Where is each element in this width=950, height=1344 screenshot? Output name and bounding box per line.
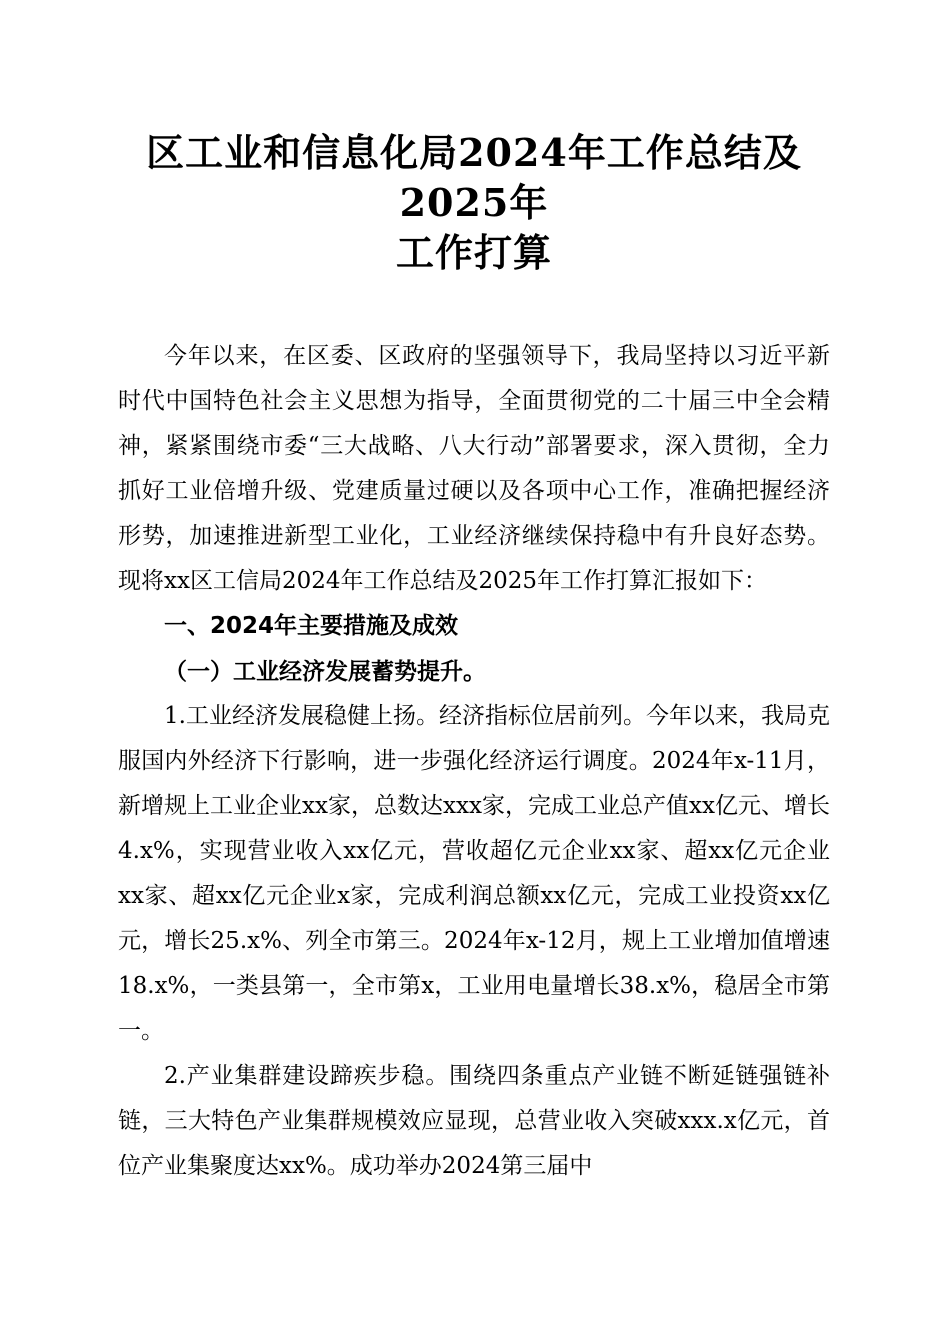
subsection-heading-1: （一）工业经济发展蓄势提升。 [164, 658, 486, 685]
intro-paragraph: 今年以来，在区委、区政府的坚强领导下，我局坚持以习近平新时代中国特色社会主义思想为指导，全面贯彻党的二十届三中全会精神，紧紧围绕市委“三大战略、八大行动”部署要求，深入贯彻，全力抓好工业倍增升级、党建质量过硬以及各项中心工作，准确把握经济形势，加速推进新型工业化，工业经济继续保持稳中有升良好态势。现将xx区工信局2024年工作总结及2025年工作打算汇报如下： [118, 343, 830, 594]
document-page [118, 128, 830, 1189]
title-line-2: 工作打算 [395, 230, 552, 275]
paragraph-item-1: 1.工业经济发展稳健上扬。经济指标位居前列。今年以来，我局克服国内外经济下行影响，进一步强化经济运行调度。2024年x-11月，新增规上工业企业xx家，总数达xxx家，完成工业总产值xx亿元、增长4.x%，实现营业收入xx亿元，营收超亿元企业xx家、超xx亿元企业xx家、超xx亿元企业x家，完成利润总额xx亿元，完成工业投资xx亿元，增长25.x%、列全市第三。2024年x-12月，规上工业增加值增速18.x%，一类县第一，全市第x，工业用电量增长38.x%，稳居全市第一。 [118, 703, 830, 1044]
document-title [118, 128, 830, 278]
title-line-1: 区工业和信息化局2024年工作总结及2025年 [146, 130, 802, 225]
section-heading-1: 一、2024年主要措施及成效 [164, 613, 459, 639]
paragraph-item-2: 2.产业集群建设蹄疾步稳。围绕四条重点产业链不断延链强链补链，三大特色产业集群规模效应显现，总营业收入突破xxx.x亿元，首位产业集聚度达xx%。成功举办2024第三届中 [118, 1063, 830, 1179]
